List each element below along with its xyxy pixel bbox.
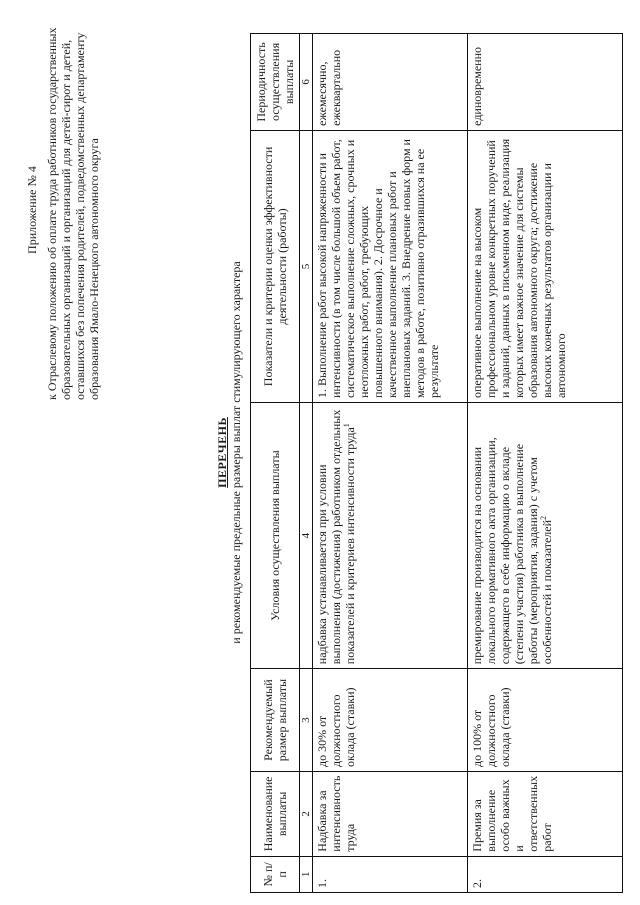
column-number: 1	[300, 856, 313, 892]
header-number: № п/п	[251, 856, 300, 892]
header-criteria: Показатели и критерии оценки эффективности деятельности (работы)	[251, 130, 300, 402]
column-number: 2	[300, 772, 313, 857]
payment-periodicity: единовременно	[468, 34, 623, 131]
payment-name: Надбавка за интенсивность труда	[313, 772, 468, 857]
appendix-body: к Отраслевому положению об оплате труда работников государственных образовательных организаций и организаций для детей-сирот и детей, оставшихся без попечения родителей, подведомственных департаменту образования Ямало-Ненецкого автономного округа	[45, 27, 101, 400]
payment-conditions	[313, 403, 468, 669]
appendix-title: Приложение № 4	[25, 166, 39, 254]
document-title: ПЕРЕЧЕНЬ	[215, 417, 229, 488]
appendix-block	[25, 20, 101, 400]
payment-periodicity: ежемесячно, ежеквартально	[313, 34, 468, 131]
column-number-row	[300, 34, 313, 893]
payments-table	[250, 33, 623, 893]
table-row	[313, 34, 468, 893]
footnote-marker: 1	[342, 423, 351, 428]
footnote-marker: 2	[539, 515, 548, 520]
column-number: 5	[300, 130, 313, 402]
payment-size: до 100% от должностного оклада (ставки)	[468, 669, 623, 772]
payment-name: Премия за выполнение особо важных и ответственных работ	[468, 772, 623, 857]
conditions-text: премирование производится на основании локального нормативного акта организации, содержащего в себе информацию о вкладе (степени участия) работника в выполнение работы (мероприятия, задания) с учетом особенностей и показателей	[470, 437, 554, 665]
header-payment-name: Наименование выплаты	[251, 772, 300, 857]
conditions-text: надбавка устанавливается при условии выполнения (достижения) работником отдельных показателей и критериев интенсивности труда	[315, 409, 357, 665]
table-header-row	[251, 34, 300, 893]
header-periodicity: Периодичность осуществления выплаты	[251, 34, 300, 131]
column-number: 4	[300, 403, 313, 669]
document-subtitle: и рекомендуемые предельные размеры выплат стимулирующего характера	[229, 261, 243, 644]
header-recommended-size: Рекомендуемый размер выплаты	[251, 669, 300, 772]
row-number: 1.	[313, 856, 468, 892]
row-number: 2.	[468, 856, 623, 892]
payment-criteria: 1. Выполнение работ высокой напряженности и интенсивности (в том числе большой объем работ, систематическое выполнение сложных, срочных и неотложных работ, работ, требующих повышенного внимания). 2. Досрочное и качественное выполнение плановых работ и внеплановых заданий. 3. Внедрение новых форм и методов в работе, позитивно отразившихся на ее результате	[313, 130, 468, 402]
payment-size: до 30% от должностного оклада (ставки)	[313, 669, 468, 772]
payment-conditions	[468, 403, 623, 669]
column-number: 3	[300, 669, 313, 772]
table-row	[468, 34, 623, 893]
header-conditions: Условия осуществления выплаты	[251, 403, 300, 669]
payment-criteria: оперативное выполнение на высоком профессиональном уровне конкретных поручений и заданий, данных в письменном виде, реализация которых имеет важное значение для системы образования автономного округа; достижение высоких конечных результатов организации и автономного	[468, 130, 623, 402]
column-number: 6	[300, 34, 313, 131]
